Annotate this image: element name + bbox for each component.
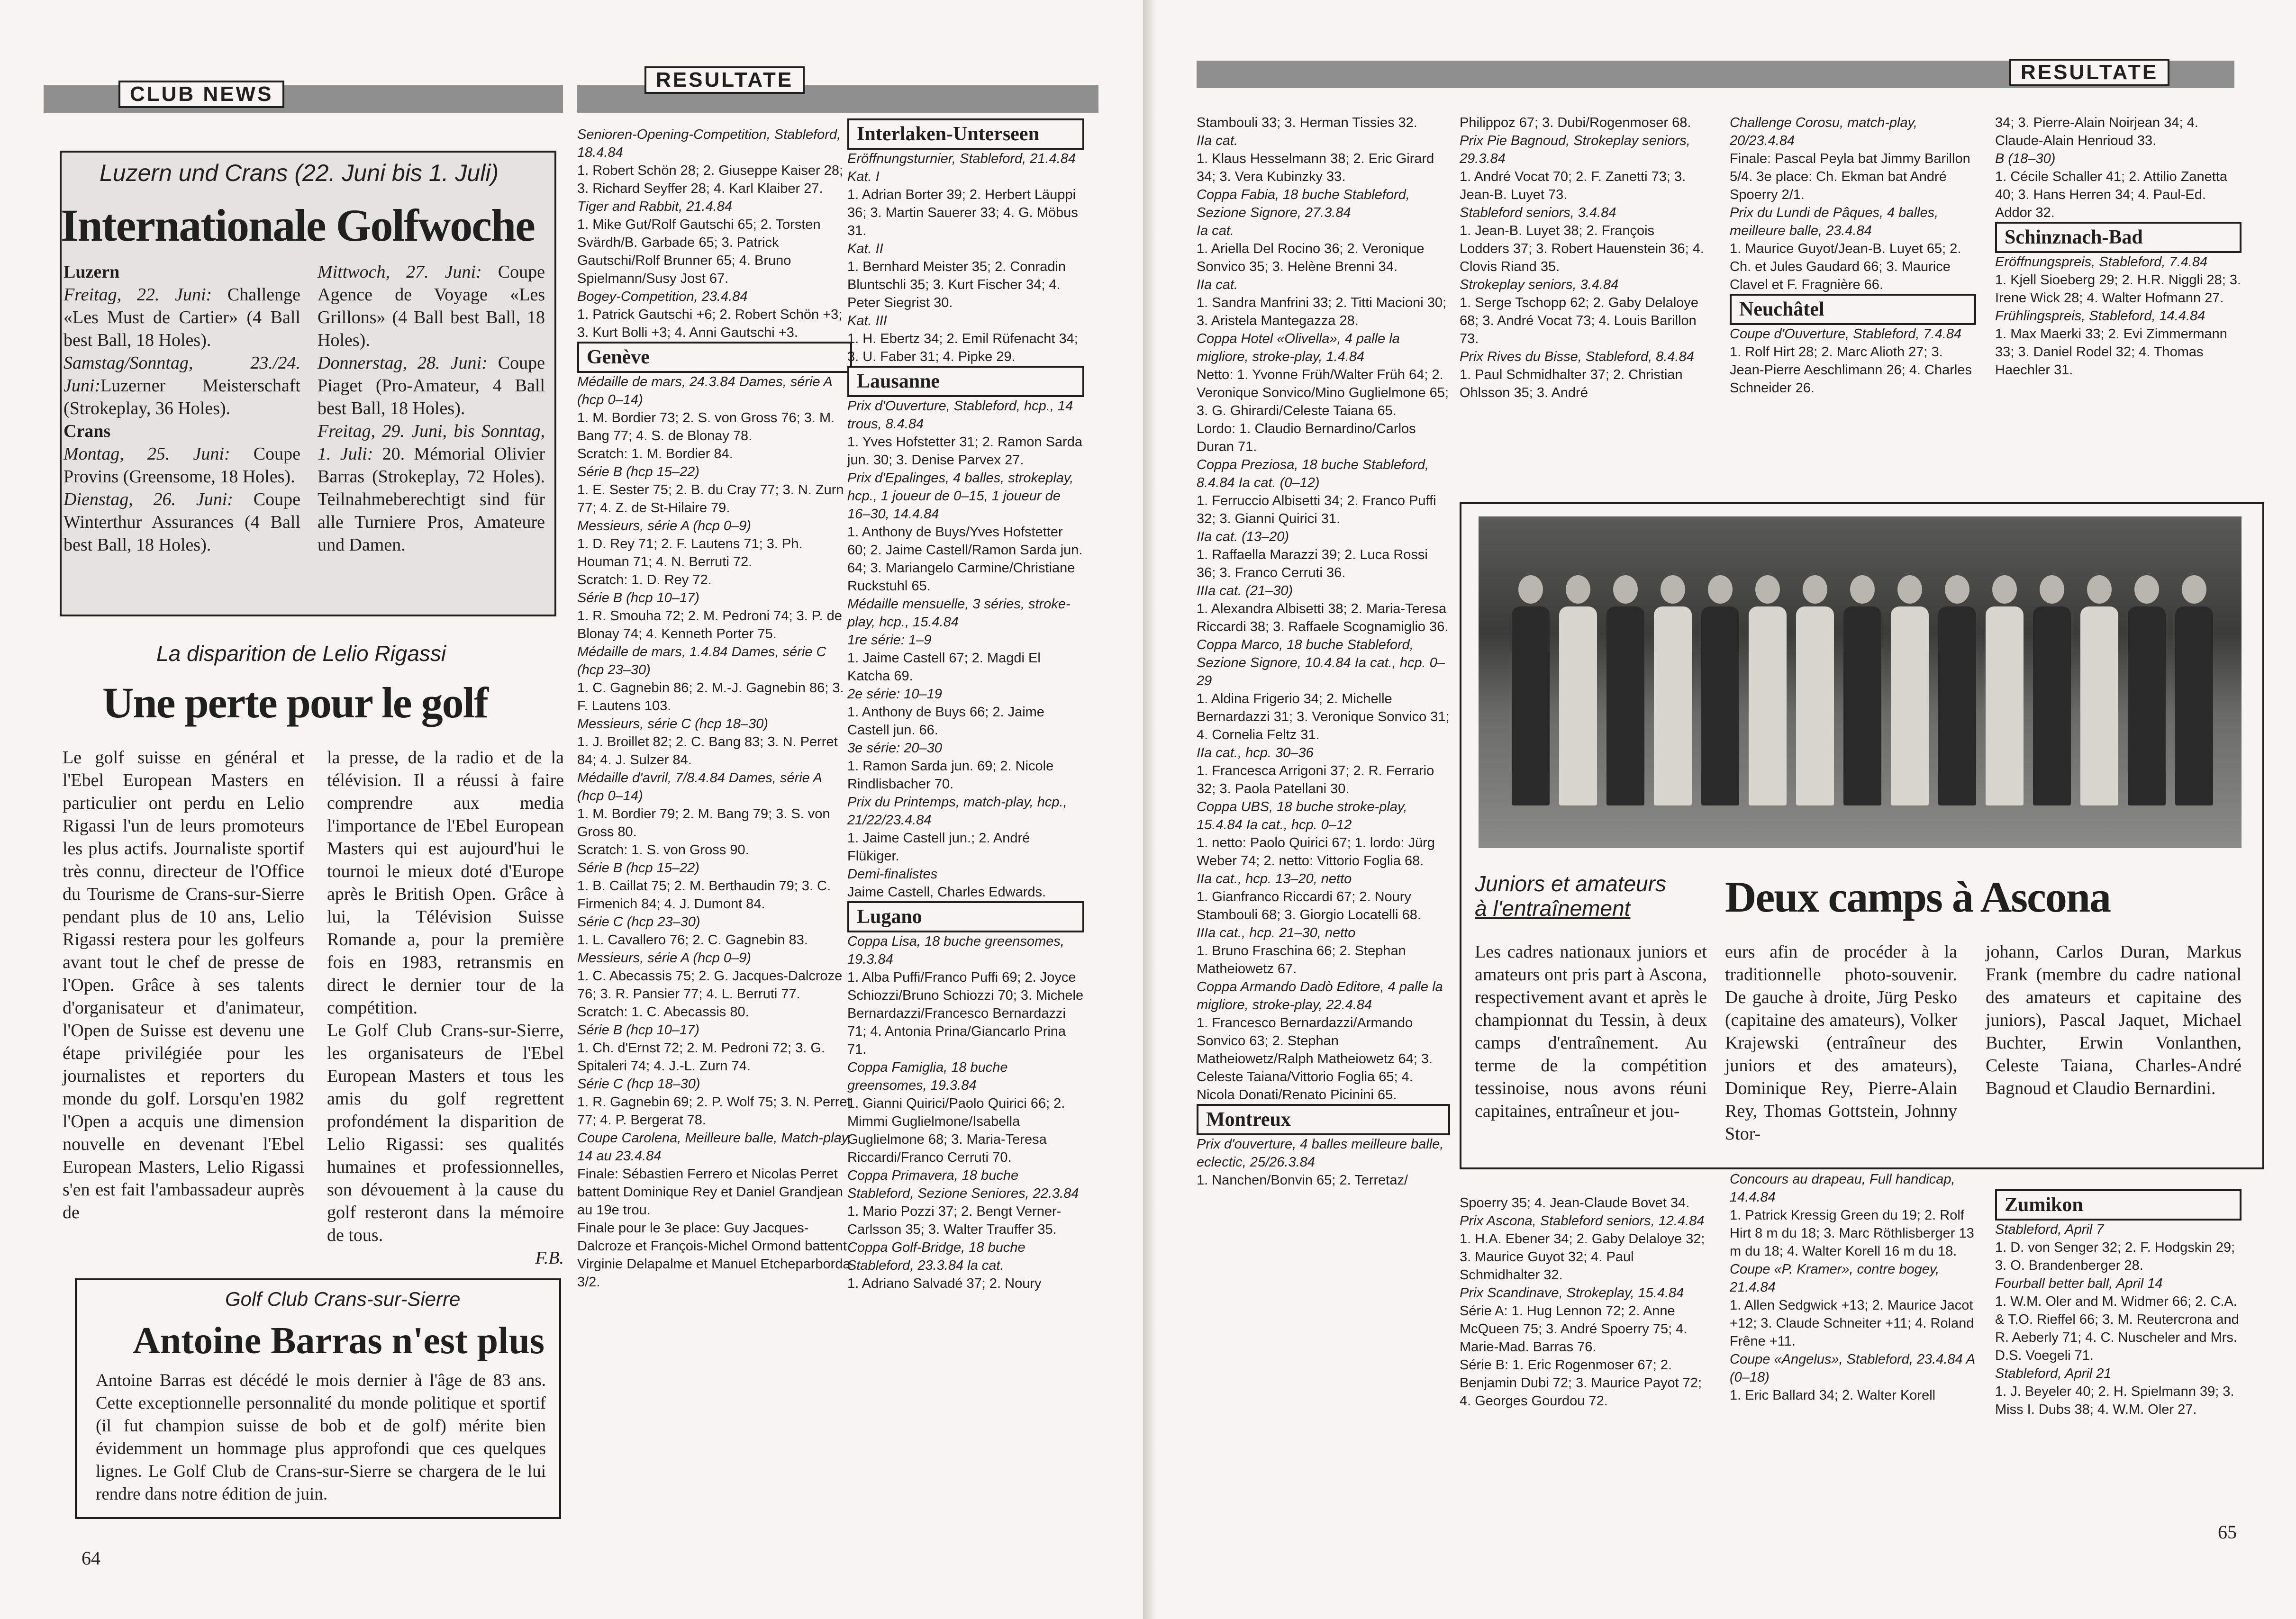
right-results-column-2: [1460, 114, 1706, 516]
result-line: 1. C. Gagnebin 86; 2. M.-J. Gagnebin 86; 3. F. Lautens 103.: [577, 680, 844, 714]
camps-col-2: eurs afin de procéder à la traditionnelle photo-souvenir. De gauche à droite, Jürg Pesko (capitaine des amateurs), Volker Krajewski (entraîneur des juniors et des amateurs), Dominique Rey, Pierre-Alain Rey, Thomas Gottstein, Johnny Stor-: [1725, 942, 1957, 1144]
person-figure: [1796, 575, 1834, 805]
result-line: 1. E. Sester 75; 2. B. du Cray 77; 3. N. Zurn 77; 4. Z. de St-Hilaire 79.: [577, 482, 844, 516]
right-results-column-3: [1730, 114, 1976, 516]
person-figure: [1938, 575, 1976, 805]
resultate-label-left: RESULTATE: [644, 66, 805, 94]
result-line: 1. Adrian Borter 39; 2. Herbert Läuppi 36; 3. Martin Sauerer 33; 4. G. Möbus 31.: [847, 187, 1078, 238]
competition-title: Concours au drapeau, Full handicap, 14.4.84: [1730, 1172, 1955, 1205]
resultate-label-right: RESULTATE: [2009, 59, 2169, 86]
competition-title: 3e série: 20–30: [847, 741, 942, 756]
event-text: Coupe Winterthur Assurances (4 Ball best Ball, 18 Holes).: [64, 489, 300, 555]
result-line: 1. Maurice Guyot/Jean-B. Luyet 65; 2. Ch. et Jules Gaudard 66; 3. Maurice Clavel et F. Fragnière 66.: [1730, 241, 1961, 292]
page-gutter: [1143, 0, 1156, 1619]
result-line: 1. Nanchen/Bonvin 65; 2. Terretaz/: [1197, 1173, 1408, 1188]
event-text: Luzerner Meisterschaft (Strokeplay, 36 Holes).: [64, 376, 300, 418]
result-line: 1. Kjell Sioeberg 29; 2. H.R. Niggli 28; 3. Irene Wick 28; 4. Walter Hofmann 27.: [1995, 272, 2242, 306]
result-line: 1. Yves Hofstetter 31; 2. Ramon Sarda jun. 30; 3. Denise Parvex 27.: [847, 434, 1082, 468]
result-line: 1. B. Caillat 75; 2. M. Berthaudin 79; 3. C. Firmenich 84; 4. J. Dumont 84.: [577, 878, 831, 912]
result-line: Philippoz 67; 3. Dubi/Rogenmoser 68.: [1460, 115, 1691, 130]
competition-title: Tiger and Rabbit, 21.4.84: [577, 199, 733, 214]
result-line: 1. Alexandra Albisetti 38; 2. Maria-Teresa Riccardi 38; 3. Raffaele Scognamiglio 36.: [1197, 601, 1449, 634]
competition-title: Série C (hcp 18–30): [577, 1076, 700, 1092]
result-line: 1. Mike Gut/Rolf Gautschi 65; 2. Torsten Svärdh/B. Garbade 65; 3. Patrick Gautschi/Rolf Brunner 65; 4. Bruno Spielmann/Susy Jost 67.: [577, 217, 821, 286]
competition-title: Médaille d'avril, 7/8.4.84 Dames, série A (hcp 0–14): [577, 770, 822, 804]
result-line: 1. J. Broillet 82; 2. C. Bang 83; 3. N. Perret 84; 4. J. Sulzer 84.: [577, 734, 838, 768]
competition-title: Stableford, April 21: [1995, 1366, 2112, 1381]
result-line: 1. R. Smouha 72; 2. M. Pedroni 74; 3. P. de Blonay 74; 4. Kenneth Porter 75.: [577, 608, 842, 642]
competition-title: Bogey-Competition, 23.4.84: [577, 289, 748, 304]
result-line: 1. André Vocat 70; 2. F. Zanetti 73; 3. Jean-B. Luyet 73.: [1460, 169, 1686, 202]
person-figure: [1512, 575, 1550, 805]
club-heading: Schinznach-Bad: [1995, 222, 2242, 253]
result-line: 1. Bernhard Meister 35; 2. Conradin Bluntschli 35; 3. Kurt Fischer 34; 4. Peter Siegrist 30.: [847, 259, 1066, 310]
competition-title: Prix Scandinave, Strokeplay, 15.4.84: [1460, 1285, 1684, 1301]
competition-title: Série B (hcp 15–22): [577, 860, 699, 876]
competition-title: Eröffnungspreis, Stableford, 7.4.84: [1995, 254, 2208, 270]
club-heading: Neuchâtel: [1730, 294, 1976, 325]
result-line: 1. H.A. Ebener 34; 2. Gaby Delaloye 32; 3. Maurice Guyot 32; 4. Paul Schmidhalter 32.: [1460, 1231, 1705, 1283]
competition-title: Prix du Printemps, match-play, hcp., 21/22/23.4.84: [847, 795, 1067, 828]
event-entry: [64, 352, 300, 420]
person-figure: [2175, 575, 2213, 805]
page-number-right: 65: [2218, 1521, 2237, 1543]
event-entry: [64, 283, 300, 352]
competition-title: Coppa Armando Dadò Editore, 4 palle la migliore, stroke-play, 22.4.84: [1197, 979, 1443, 1013]
event-entry: [318, 420, 545, 556]
result-line: 1. R. Gagnebin 69; 2. P. Wolf 75; 3. N. Perret 77; 4. P. Bergerat 78.: [577, 1094, 851, 1128]
result-line: 1. Max Maerki 33; 2. Evi Zimmermann 33; 3. Daniel Rodel 32; 4. Thomas Haechler 31.: [1995, 326, 2227, 378]
competition-title: Fourball better ball, April 14: [1995, 1276, 2163, 1291]
competition-title: Frühlingspreis, Stableford, 14.4.84: [1995, 308, 2205, 324]
competition-title: Kat. III: [847, 313, 887, 328]
club-news-label: CLUB NEWS: [118, 81, 284, 108]
event-entry: [318, 261, 545, 352]
result-line: 1. M. Bordier 73; 2. S. von Gross 76; 3. M. Bang 77; 4. S. de Blonay 78.: [577, 410, 835, 443]
competition-title: Stableford seniors, 3.4.84: [1460, 205, 1616, 220]
result-line: 1. W.M. Oler and M. Widmer 66; 2. C.A. & T.O. Rieffel 66; 3. M. Reutercrona and R. Aeberly 71; 4. C. Nuscheler and Mrs. D.S. Voegeli 71.: [1995, 1294, 2239, 1363]
competition-title: Prix d'Ouverture, Stableford, hcp., 14 trous, 8.4.84: [847, 398, 1073, 432]
result-line: 1. C. Abecassis 75; 2. G. Jacques-Dalcroze 76; 3. R. Pansier 77; 4. L. Berruti 77.: [577, 968, 843, 1002]
competition-title: Coppa UBS, 18 buche stroke-play, 15.4.84 Ia cat., hcp. 0–12: [1197, 799, 1407, 832]
rigassi-col-2: [327, 746, 564, 1268]
golfwoche-col-1: [64, 261, 300, 602]
person-figure: [1606, 575, 1644, 805]
person-figure: [2080, 575, 2118, 805]
competition-title: Coppa Primavera, 18 buche Stableford, Sezione Seniores, 22.3.84: [847, 1168, 1079, 1201]
competition-title: Série B (hcp 10–17): [577, 590, 699, 606]
result-line: 1. Klaus Hesselmann 38; 2. Eric Girard 34; 3. Vera Kubinzky 33.: [1197, 151, 1434, 184]
golfwoche-title: Internationale Golfwoche: [61, 200, 535, 251]
person-figure: [2128, 575, 2166, 805]
result-line: Stambouli 33; 3. Herman Tissies 32.: [1197, 115, 1417, 130]
result-line: 1. Jaime Castell jun.; 2. André Flükiger.: [847, 831, 1030, 864]
result-line: 1. Patrick Kressig Green du 19; 2. Rolf Hirt 8 m du 18; 3. Marc Röthlisberger 13 m du 18; 4. Walter Korell 16 m du 18.: [1730, 1208, 1974, 1259]
club-heading: Genève: [577, 342, 852, 373]
competition-title: IIIa cat., hcp. 21–30, netto: [1197, 925, 1356, 941]
competition-title: Coppa Preziosa, 18 buche Stableford, 8.4.84 Ia cat. (0–12): [1197, 457, 1429, 490]
result-line: 1. Ramon Sarda jun. 69; 2. Nicole Rindlisbacher 70.: [847, 759, 1054, 792]
camps-title: Deux camps à Ascona: [1725, 873, 2111, 921]
competition-title: IIa cat., hcp. 30–36: [1197, 745, 1314, 760]
result-line: 1. J. Beyeler 40; 2. H. Spielmann 39; 3. Miss I. Dubs 38; 4. W.M. Oler 27.: [1995, 1384, 2234, 1417]
competition-title: Coppa Golf-Bridge, 18 buche Stableford, 23.3.84 la cat.: [847, 1240, 1025, 1273]
competition-title: IIa cat. (13–20): [1197, 529, 1289, 544]
event-entry: [318, 352, 545, 420]
camps-kicker-line-2: à l'entraînement: [1475, 896, 1631, 921]
competition-title: 1re série: 1–9: [847, 633, 932, 648]
competition-title: Série B (hcp 15–22): [577, 464, 699, 479]
results-column-2: [847, 118, 1084, 1564]
result-line: 1. Francesco Bernardazzi/Armando Sonvico 63; 2. Stephan Matheiowetz/Ralph Matheiowetz 64; 3. Celeste Taiana/Vittorio Foglia 65; 4. Nicola Donati/Renato Picinini 65.: [1197, 1015, 1433, 1103]
club-heading: Zumikon: [1995, 1189, 2242, 1221]
person-figure: [1843, 575, 1881, 805]
competition-title: Série C (hcp 23–30): [577, 914, 700, 930]
result-line: Série A: 1. Hug Lennon 72; 2. Anne McQueen 75; 3. André Spoerry 75; 4. Marie-Mad. Barras 76.: [1460, 1303, 1688, 1355]
right-lower-column-2: [1730, 1170, 1976, 1502]
competition-title: Prix Ascona, Stableford seniors, 12.4.84: [1460, 1213, 1705, 1229]
competition-title: Coupe «Angelus», Stableford, 23.4.84 A (0–18): [1730, 1352, 1975, 1385]
city-heading: Luzern: [64, 262, 120, 282]
result-line: 1. Sandra Manfrini 33; 2. Titti Macioni 30; 3. Aristela Mantegazza 28.: [1197, 295, 1447, 328]
event-text: Challenge «Les Must de Cartier» (4 Ball best Ball, 18 Holes).: [64, 285, 300, 350]
person-figure: [1891, 575, 1929, 805]
competition-title: Messieurs, série A (hcp 0–9): [577, 950, 751, 966]
event-entry: [64, 443, 300, 488]
result-line: Série B: 1. Eric Rogenmoser 67; 2. Benjamin Dubi 72; 3. Maurice Payot 72; 4. Georges Gourdou 72.: [1460, 1357, 1702, 1409]
result-line: Lordo: 1. Claudio Bernardino/Carlos Duran 71.: [1197, 421, 1416, 454]
competition-title: Coppa Hotel «Olivella», 4 palle la migliore, stroke-play, 1.4.84: [1197, 331, 1400, 364]
result-line: 1. Patrick Gautschi +6; 2. Robert Schön +3; 3. Kurt Bolli +3; 4. Anni Gautschi +3.: [577, 307, 843, 340]
event-text: Coupe Piaget (Pro-Amateur, 4 Ball best Ball, 18 Holes).: [318, 353, 545, 418]
event-text: Coupe Agence de Voyage «Les Grillons» (4 Ball best Ball, 18 Holes).: [318, 262, 545, 350]
rigassi-col-2-text: la presse, de la radio et de la télévision. Il a réussi à faire comprendre aux media l'importance de l'Ebel European Masters qui est aujourd'hui le tournoi le mieux doté d'Europe après le British Open. Grâce à lui, la Télévision Suisse Romande a, pour la première fois en 1983, retransmis en direct le dernier tour de la compétition.: [327, 748, 564, 1018]
result-line: Scratch: 1. M. Bordier 84.: [577, 446, 733, 461]
result-line: 1. Anthony de Buys/Yves Hofstetter 60; 2. Jaime Castell/Ramon Sarda jun. 64; 3. Mariangelo Carmine/Christiane Ruckstuhl 65.: [847, 525, 1083, 594]
competition-title: Messieurs, série C (hcp 18–30): [577, 716, 768, 732]
competition-title: Médaille de mars, 24.3.84 Dames, série A (hcp 0–14): [577, 374, 832, 407]
result-line: 1. M. Bordier 79; 2. M. Bang 79; 3. S. von Gross 80.: [577, 806, 830, 840]
person-figure: [1701, 575, 1739, 805]
event-entry: [64, 488, 300, 556]
barras-kicker: Golf Club Crans-sur-Sierre: [225, 1288, 461, 1310]
result-line: 1. H. Ebertz 34; 2. Emil Rüfenacht 34; 3. U. Faber 31; 4. Pipke 29.: [847, 331, 1078, 364]
competition-title: Strokeplay seniors, 3.4.84: [1460, 277, 1619, 292]
result-line: 1. Adriano Salvadé 37; 2. Noury: [847, 1276, 1042, 1291]
left-page: [0, 0, 1143, 1619]
result-line: Scratch: 1. D. Rey 72.: [577, 572, 712, 588]
competition-title: Médaille mensuelle, 3 séries, stroke-play, hcp., 15.4.84: [847, 597, 1071, 630]
result-line: 1. Ferruccio Albisetti 34; 2. Franco Puffi 32; 3. Gianni Quirici 31.: [1197, 493, 1436, 526]
right-lower-column-3: [1995, 1189, 2242, 1521]
competition-title: Coupe Carolena, Meilleure balle, Match-play, 14 au 23.4.84: [577, 1131, 852, 1164]
competition-title: Stableford, April 7: [1995, 1222, 2104, 1237]
result-line: 1. Allen Sedgwick +13; 2. Maurice Jacot +12; 3. Claude Schneiter +11; 4. Roland Frêne +11.: [1730, 1298, 1974, 1349]
event-date: Donnerstag, 28. Juni:: [318, 353, 488, 373]
right-lower-column-1: [1460, 1194, 1706, 1502]
right-results-column-1: [1197, 114, 1450, 1188]
rigassi-title: Une perte pour le golf: [102, 678, 488, 727]
result-line: 1. Bruno Fraschina 66; 2. Stephan Matheiowetz 67.: [1197, 943, 1406, 977]
result-line: 1. Aldina Frigerio 34; 2. Michelle Bernardazzi 31; 3. Veronique Sonvico 31; 4. Cornelia Feltz 31.: [1197, 691, 1450, 742]
club-heading: Lausanne: [847, 366, 1084, 397]
person-figure: [1559, 575, 1597, 805]
result-line: 1. D. von Senger 32; 2. F. Hodgskin 29; 3. O. Brandenberger 28.: [1995, 1240, 2235, 1273]
result-line: Jaime Castell, Charles Edwards.: [847, 885, 1046, 900]
result-line: Finale: Pascal Peyla bat Jimmy Barillon 5/4. 3e place: Ch. Ekman bat André Spoerry 2/1.: [1730, 151, 1970, 202]
result-line: 1. Gianni Quirici/Paolo Quirici 66; 2. Mimmi Guglielmone/Isabella Guglielmone 68; 3. Maria-Teresa Riccardi/Franco Cerruti 70.: [847, 1096, 1065, 1165]
result-line: 1. Mario Pozzi 37; 2. Bengt Verner-Carlsson 35; 3. Walter Trauffer 35.: [847, 1204, 1062, 1237]
competition-title: Coppa Marco, 18 buche Stableford, Sezione Signore, 10.4.84 Ia cat., hcp. 0–29: [1197, 637, 1445, 688]
page-number-left: 64: [82, 1547, 100, 1569]
competition-title: Prix Pie Bagnoud, Strokeplay seniors, 29.3.84: [1460, 133, 1690, 166]
club-heading: Montreux: [1197, 1104, 1450, 1135]
person-figure: [1654, 575, 1692, 805]
result-line: 1. Jaime Castell 67; 2. Magdi El Katcha 69.: [847, 651, 1041, 684]
competition-title: Prix d'ouverture, 4 balles meilleure balle, eclectic, 25/26.3.84: [1197, 1137, 1444, 1170]
result-line: Spoerry 35; 4. Jean-Claude Bovet 34.: [1460, 1195, 1690, 1211]
competition-title: Coppa Lisa, 18 buche greensomes, 19.3.84: [847, 934, 1064, 967]
result-line: Scratch: 1. S. von Gross 90.: [577, 842, 749, 858]
result-line: Finale pour le 3e place: Guy Jacques-Dalcroze et François-Michel Ormond battent Virginie Delapalme et Manuel Etcheparborda 3/2.: [577, 1221, 851, 1290]
event-date: Freitag, 22. Juni:: [64, 285, 212, 305]
rigassi-col-2b-text: Le Golf Club Crans-sur-Sierre, les organisateurs de l'Ebel European Masters et tous les amis du golf regrettent profondément la disparition de Lelio Rigassi: ses qualités humaines et professionnelles, son dévouement à la cause du golf resteront dans la mémoire de tous.: [327, 1021, 564, 1245]
result-line: 1. Alba Puffi/Franco Puffi 69; 2. Joyce Schiozzi/Bruno Schiozzi 70; 3. Michele Bernardazzi/Francesco Bernardazzi 71; 4. Antonia Prina/Giancarlo Prina 71.: [847, 970, 1084, 1057]
right-page: [1156, 0, 2296, 1619]
city-heading: Crans: [64, 421, 111, 441]
event-date: Montag, 25. Juni:: [64, 444, 230, 464]
competition-title: Ia cat.: [1197, 223, 1234, 238]
result-line: 1. Raffaella Marazzi 39; 2. Luca Rossi 36; 3. Franco Cerruti 36.: [1197, 547, 1428, 580]
result-line: 1. Eric Ballard 34; 2. Walter Korell: [1730, 1388, 1936, 1403]
rigassi-signature: F.B.: [535, 1248, 564, 1268]
competition-title: IIa cat., hcp. 13–20, netto: [1197, 871, 1352, 886]
competition-title: IIa cat.: [1197, 133, 1238, 148]
competition-title: Coupe d'Ouverture, Stableford, 7.4.84: [1730, 326, 1962, 342]
competition-title: Kat. II: [847, 241, 883, 256]
result-line: 1. Robert Schön 28; 2. Giuseppe Kaiser 28; 3. Richard Seyffer 28; 4. Karl Klaiber 27.: [577, 163, 844, 196]
result-line: 1. Rolf Hirt 28; 2. Marc Alioth 27; 3. Jean-Pierre Aeschlimann 26; 4. Charles Schneider 26.: [1730, 344, 1972, 396]
event-date: Mittwoch, 27. Juni:: [318, 262, 482, 282]
result-line: 1. Serge Tschopp 62; 2. Gaby Delaloye 68; 3. André Vocat 73; 4. Louis Barillon 73.: [1460, 295, 1699, 346]
competition-title: Senioren-Opening-Competition, Stableford, 18.4.84: [577, 127, 841, 160]
camps-kicker-line-1: Juniors et amateurs: [1475, 871, 1666, 896]
competition-title: Coupe «P. Kramer», contre bogey, 21.4.84: [1730, 1262, 1940, 1295]
club-heading: Interlaken-Unterseen: [847, 118, 1084, 150]
competition-title: Médaille de mars, 1.4.84 Dames, série C (hcp 23–30): [577, 644, 826, 678]
club-heading: Lugano: [847, 901, 1084, 932]
result-line: Netto: 1. Yvonne Früh/Walter Früh 64; 2. Veronique Sonvico/Mino Guglielmone 65; 3. G. Ghirardi/Celeste Taiana 65.: [1197, 367, 1449, 418]
result-line: 1. Cécile Schaller 41; 2. Attilio Zanetta 40; 3. Hans Herren 34; 4. Paul-Ed. Addor 32.: [1995, 169, 2228, 220]
competition-title: B (18–30): [1995, 151, 2056, 166]
competition-title: Messieurs, série A (hcp 0–9): [577, 518, 751, 534]
result-line: 1. L. Cavallero 76; 2. C. Gagnebin 83.: [577, 932, 808, 948]
competition-title: Challenge Corosu, match-play, 20/23.4.84: [1730, 115, 1917, 148]
competition-title: Prix d'Epalinges, 4 balles, strokeplay, hcp., 1 joueur de 0–15, 1 joueur de 16–30, 14.4.84: [847, 470, 1074, 522]
rigassi-col-1: Le golf suisse en général et l'Ebel European Masters en particulier ont perdu en Lelio Rigassi l'un de leurs promoteurs les plus actifs. Journaliste sportif très connu, directeur de l'Office du Tourisme de Crans-sur-Sierre pendant plus de 10 ans, Lelio Rigassi restera pour les golfeurs avant tout le chef de presse de l'Open. Grâce à ses talents d'organisateur et d'animateur, l'Open de Suisse est devenu une étape privilégiée pour les journalistes et reporters du monde du golf. Lorsqu'en 1982 l'Open a acquis une dimension nouvelle en devenant l'Ebel European Masters, Lelio Rigassi s'en est fait l'ambassadeur auprès de: [63, 748, 304, 1222]
result-line: 1. netto: Paolo Quirici 67; 1. lordo: Jürg Weber 74; 2. netto: Vittorio Foglia 68.: [1197, 835, 1435, 868]
competition-title: IIa cat.: [1197, 277, 1238, 292]
barras-text: Antoine Barras est décédé le mois dernier à l'âge de 83 ans. Cette exceptionnelle personnalité du monde politique et sportif (il fut champion suisse de bob et de golf) mérite bien évidemment un hommage plus approfondi que ces quelques lignes. Le Golf Club de Crans-sur-Sierre se chargera de le lui rendre dans notre édition de juin.: [96, 1371, 546, 1504]
barras-title: Antoine Barras n'est plus: [133, 1320, 545, 1362]
competition-title: IIIa cat. (21–30): [1197, 583, 1293, 598]
competition-title: Coppa Famiglia, 18 buche greensomes, 19.3.84: [847, 1060, 1008, 1093]
result-line: 1. Gianfranco Riccardi 67; 2. Noury Stambouli 68; 3. Giorgio Locatelli 68.: [1197, 889, 1421, 923]
event-date: Samstag/Sonntag, 23./24. Juni:: [64, 353, 300, 396]
result-line: 1. D. Rey 71; 2. F. Lautens 71; 3. Ph. Houman 71; 4. N. Berruti 72.: [577, 536, 803, 570]
person-figure: [1986, 575, 2024, 805]
competition-title: 2e série: 10–19: [847, 687, 942, 702]
result-line: Finale: Sébastien Ferrero et Nicolas Perret battent Dominique Rey et Daniel Grandjean au 19e trou.: [577, 1167, 843, 1218]
rigassi-kicker: La disparition de Lelio Rigassi: [156, 641, 446, 666]
results-column-1: [577, 126, 852, 1571]
competition-title: Série B (hcp 10–17): [577, 1022, 699, 1038]
competition-title: Eröffnungsturnier, Stableford, 21.4.84: [847, 151, 1076, 166]
person-figure: [1749, 575, 1787, 805]
event-text: Coupe Provins (Greensome, 18 Holes).: [64, 444, 300, 487]
golfwoche-kicker: Luzern und Crans (22. Juni bis 1. Juli): [100, 160, 499, 186]
result-line: 1. Ch. d'Ernst 72; 2. M. Pedroni 72; 3. G. Spitaleri 74; 4. J.-L. Zurn 74.: [577, 1040, 825, 1074]
person-figure: [2033, 575, 2071, 805]
team-photo: [1479, 516, 2242, 848]
result-line: Scratch: 1. C. Abecassis 80.: [577, 1004, 749, 1020]
competition-title: Demi-finalistes: [847, 867, 938, 882]
competition-title: Coppa Fabia, 18 buche Stableford, Sezione Signore, 27.3.84: [1197, 187, 1410, 220]
competition-title: Prix du Lundi de Pâques, 4 balles, meilleure balle, 23.4.84: [1730, 205, 1939, 238]
result-line: 34; 3. Pierre-Alain Noirjean 34; 4. Claude-Alain Henrioud 33.: [1995, 115, 2198, 148]
result-line: 1. Paul Schmidhalter 37; 2. Christian Ohlsson 35; 3. André: [1460, 367, 1683, 400]
result-line: 1. Francesca Arrigoni 37; 2. R. Ferrario 32; 3. Paola Patellani 30.: [1197, 763, 1434, 796]
competition-title: Prix Rives du Bisse, Stableford, 8.4.84: [1460, 349, 1694, 364]
result-line: 1. Anthony de Buys 66; 2. Jaime Castell jun. 66.: [847, 705, 1044, 738]
camps-col-1: Les cadres nationaux juniors et amateurs ont pris part à Ascona, respectivement avant et après le championnat du Tessin, à deux camps d'entraînement. Au terme de la compétition tessinoise, nous avons réuni capitaines, entraîneur et jou-: [1475, 942, 1707, 1121]
result-line: 1. Jean-B. Luyet 38; 2. François Lodders 37; 3. Robert Hauenstein 36; 4. Clovis Riand 35.: [1460, 223, 1704, 274]
event-text: 20. Mémorial Olivier Barras (Strokeplay, 72 Holes). Teilnahmeberechtigt sind für alle Turniere Pros, Amateure und Damen.: [318, 444, 545, 555]
event-date: Freitag, 29. Juni, bis Sonntag, 1. Juli:: [318, 421, 545, 464]
right-results-column-4: [1995, 114, 2242, 516]
camps-col-3: johann, Carlos Duran, Markus Frank (membre du cadre national des amateurs et capitaine des juniors), Pascal Jaquet, Michael Buchter, Erwin Vonlanthen, Celeste Taiana, Charles-André Bagnoud et Claudio Bernardini.: [1986, 942, 2242, 1098]
golfwoche-col-2: [318, 261, 545, 602]
competition-title: Kat. I: [847, 169, 880, 184]
event-date: Dienstag, 26. Juni:: [64, 489, 233, 509]
result-line: 1. Ariella Del Rocino 36; 2. Veronique Sonvico 35; 3. Helène Brenni 34.: [1197, 241, 1425, 274]
